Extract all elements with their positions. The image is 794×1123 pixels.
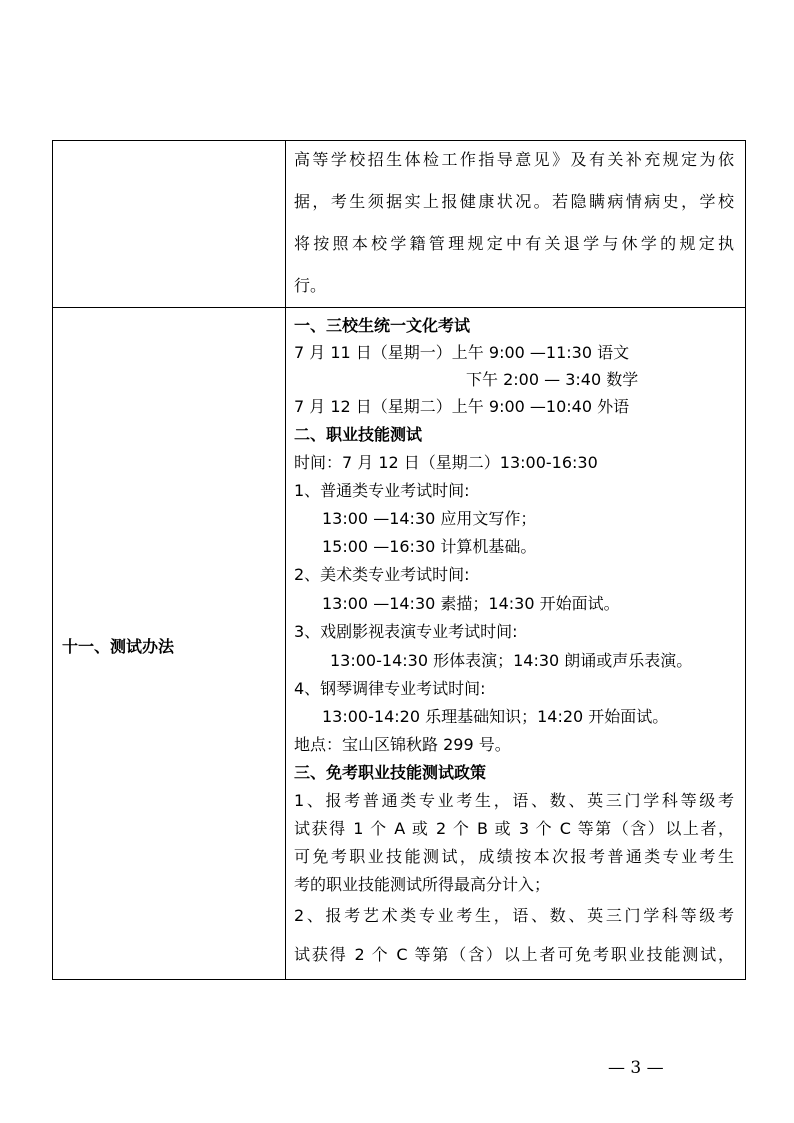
policy2-line-1: 2、报考艺术类专业考生，语、数、英三门学科等级考 xyxy=(294,906,734,925)
table-top-border xyxy=(52,140,746,141)
table-left-border xyxy=(52,140,53,980)
section-title-exemption-policy: 三、免考职业技能测试政策 xyxy=(294,763,487,782)
exam-day1-afternoon: 下午 2:00 — 3:40 数学 xyxy=(466,370,639,389)
health-check-line-3: 将按照本校学籍管理规定中有关退学与休学的规定执 xyxy=(294,234,734,253)
general-major-slot-1: 13:00 —14:30 应用文写作； xyxy=(322,509,537,528)
test-location: 地点：宝山区锦秋路 299 号。 xyxy=(294,735,511,754)
exam-day1-morning: 7 月 11 日（星期一）上午 9:00 —11:30 语文 xyxy=(294,343,630,362)
drama-major-title: 3、戏剧影视表演专业考试时间: xyxy=(294,622,518,641)
policy1-line-1: 1、报考普通类专业考生，语、数、英三门学科等级考 xyxy=(294,791,734,810)
policy1-line-3: 可免考职业技能测试，成绩按本次报考普通类专业考生 xyxy=(294,847,734,866)
general-major-title: 1、普通类专业考试时间: xyxy=(294,481,470,500)
row-label-test-method: 十一、测试办法 xyxy=(62,637,175,656)
piano-major-slot: 13:00-14:20 乐理基础知识；14:20 开始面试。 xyxy=(322,707,669,726)
skill-test-time: 时间：7 月 12 日（星期二）13:00-16:30 xyxy=(294,453,598,472)
admission-table xyxy=(52,140,746,980)
section-title-culture-exam: 一、三校生统一文化考试 xyxy=(294,316,471,335)
exam-day2-morning: 7 月 12 日（星期二）上午 9:00 —10:40 外语 xyxy=(294,397,630,416)
drama-major-slot: 13:00-14:30 形体表演；14:30 朗诵或声乐表演。 xyxy=(330,651,693,670)
policy2-line-2: 试获得 2 个 C 等第（含）以上者可免考职业技能测试， xyxy=(294,945,734,964)
health-check-line-1: 高等学校招生体检工作指导意见》及有关补充规定为依 xyxy=(294,150,734,169)
general-major-slot-2: 15:00 —16:30 计算机基础。 xyxy=(322,537,537,556)
piano-major-title: 4、钢琴调律专业考试时间: xyxy=(294,679,486,698)
policy1-line-2: 试获得 1 个 A 或 2 个 B 或 3 个 C 等第（含）以上者， xyxy=(294,819,734,838)
table-right-border xyxy=(745,140,746,980)
health-check-line-4: 行。 xyxy=(294,276,327,295)
art-major-slot: 13:00 —14:30 素描；14:30 开始面试。 xyxy=(322,594,620,613)
section-title-skill-test: 二、职业技能测试 xyxy=(294,425,423,444)
page-number: — 3 — xyxy=(608,1058,664,1078)
art-major-title: 2、美术类专业考试时间: xyxy=(294,565,470,584)
table-bottom-border xyxy=(52,979,746,980)
health-check-line-2: 据，考生须据实上报健康状况。若隐瞒病情病史，学校 xyxy=(294,192,734,211)
policy1-line-4: 考的职业技能测试所得最高分计入； xyxy=(294,875,551,894)
column-divider xyxy=(285,140,286,980)
row-divider xyxy=(52,307,746,308)
